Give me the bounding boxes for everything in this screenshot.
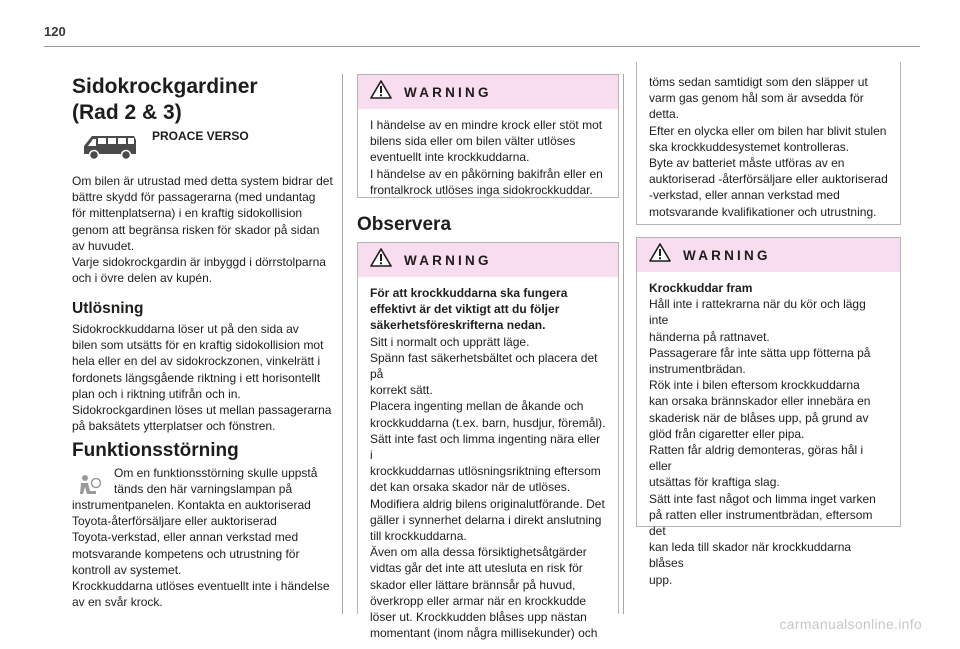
warning-bold-text: För att krockkuddarna ska fungera effektivt är det viktigt att du följer säkerhetsföreskrifterna nedan. (370, 286, 568, 333)
utlosning-text: Sidokrockkuddarna löser ut på den sida av bilen som utsätts för en kraftig sidokollision mot hela eller en del av sidokrockzonen, vinkelrätt i fordonets längsgående riktning i ett horisontellt plan och i riktning utifrån och in. Sidokrockgardinen löses ut mellan passagerarna på baksätets ytterplatser och fönstren. (72, 322, 332, 434)
warning-triangle-icon (370, 80, 392, 104)
warning-box-3 (636, 237, 901, 587)
warning-box-header (358, 243, 618, 277)
fault-heading: Funktionsstörning (72, 440, 239, 461)
header-divider (44, 46, 920, 47)
warning-box-2 (357, 242, 619, 641)
warning-text: I händelse av en mindre krock eller stöt mot bilens sida eller om bilen välter utlöses eventuellt inte krockkuddarna. I händelse av en påkörning bakifrån eller en frontalkrock utlöses inga sidokrockkuddar. (370, 118, 603, 197)
warning-box-continued (636, 62, 901, 225)
warning-triangle-icon (649, 243, 671, 267)
watermark: carmanualsonline.info (779, 616, 922, 632)
section-title-line2: (Rad 2 & 3) (72, 101, 182, 124)
warning-box-1 (357, 74, 619, 198)
warning-title: WARNING (683, 247, 771, 263)
warning-box-header (637, 238, 900, 272)
van-icon (80, 128, 140, 167)
utlosning-heading: Utlösning (72, 300, 144, 317)
section-title (72, 74, 342, 126)
warning-title: WARNING (404, 252, 492, 268)
warning-title: WARNING (404, 84, 492, 100)
page-number: 120 (44, 24, 66, 39)
warning-bold-text: Krockkuddar fram (649, 281, 753, 295)
model-label: PROACE VERSO (152, 129, 249, 143)
fault-text-first: Om en funktionsstörning skulle uppstå tänds den här varningslampan på (114, 466, 318, 497)
intro-text: Om bilen är utrustad med detta system bidrar det bättre skydd för passagerarna (med undantag för mittenplatserna) i en kraftig sidokollision genom att begränsa risken för skador på sidan av huvudet. Varje sidokrockgardin är inbyggd i dörrstolparna och i övre delen av kupén. (72, 174, 333, 286)
warning-text: Sitt i normalt och upprätt läge. Spänn fast säkerhetsbältet och placera det på korrekt sätt. Placera ingenting mellan de åkande och krockkuddarna (t.ex. barn, husdjur, föremål). Sätt inte fast och limma ingenting nära eller i krockkuddarnas utlösningsriktning eftersom det kan orsaka skador när de utlöses. Modifiera aldrig bilens originalutförande. Det gäller i synnerhet delarna i direkt anslutning till krockkuddarna. Även om alla dessa försiktighetsåtgärder vidtas går det inte att utesluta en risk för skador eller lättare brännsår på huvud, överkropp eller armar när en krockkudde löser ut. Krockkudden blåses upp nästan momentant (inom några millisekunder) och (370, 334, 606, 641)
warning-box-header (358, 75, 618, 109)
continuation-text: töms sedan samtidigt som den släpper ut varm gas genom hål som är avsedda för detta. Efter en olycka eller om bilen har blivit stulen ska krockkuddesystemet kontrolleras. Byte av batteriet måste utföras av en auktoriserad -återförsäljare eller auktoriserad -verkstad, eller annan verkstad med motsvarande kvalifikationer och utrustning. (649, 75, 888, 219)
warning-triangle-icon (370, 248, 392, 272)
warning-text: Håll inte i rattekrarna när du kör och lägg inte händerna på rattnavet. Passagerare får inte sätta upp fötterna på instrumentbrädan. Rök inte i bilen eftersom krockkuddarna kan orsaka brännskador eller innebära en skaderisk när de blåses upp, på grund av glöd från cigaretter eller pipa. Ratten får aldrig demonteras, göras hål i eller utsättas för kraftiga slag. Sätt inte fast något och limma inget varken på ratten eller instrumentbrädan, eftersom det kan leda till skador när krockkuddarna blåses upp. (649, 297, 876, 587)
fault-text-rest: instrumentpanelen. Kontakta en auktoriserad Toyota-återförsäljare eller auktoriserad Toyota-verkstad, eller annan verkstad med motsvarande kompetens och utrustning för kontroll av systemet. Krockkuddarna utlöses eventuellt inte i händelse av en svår krock. (72, 498, 330, 610)
section-title-line1: Sidokrockgardiner (72, 75, 258, 98)
column-divider-2 (623, 74, 624, 614)
observera-heading: Observera (357, 214, 452, 235)
column-divider-1 (342, 74, 343, 614)
